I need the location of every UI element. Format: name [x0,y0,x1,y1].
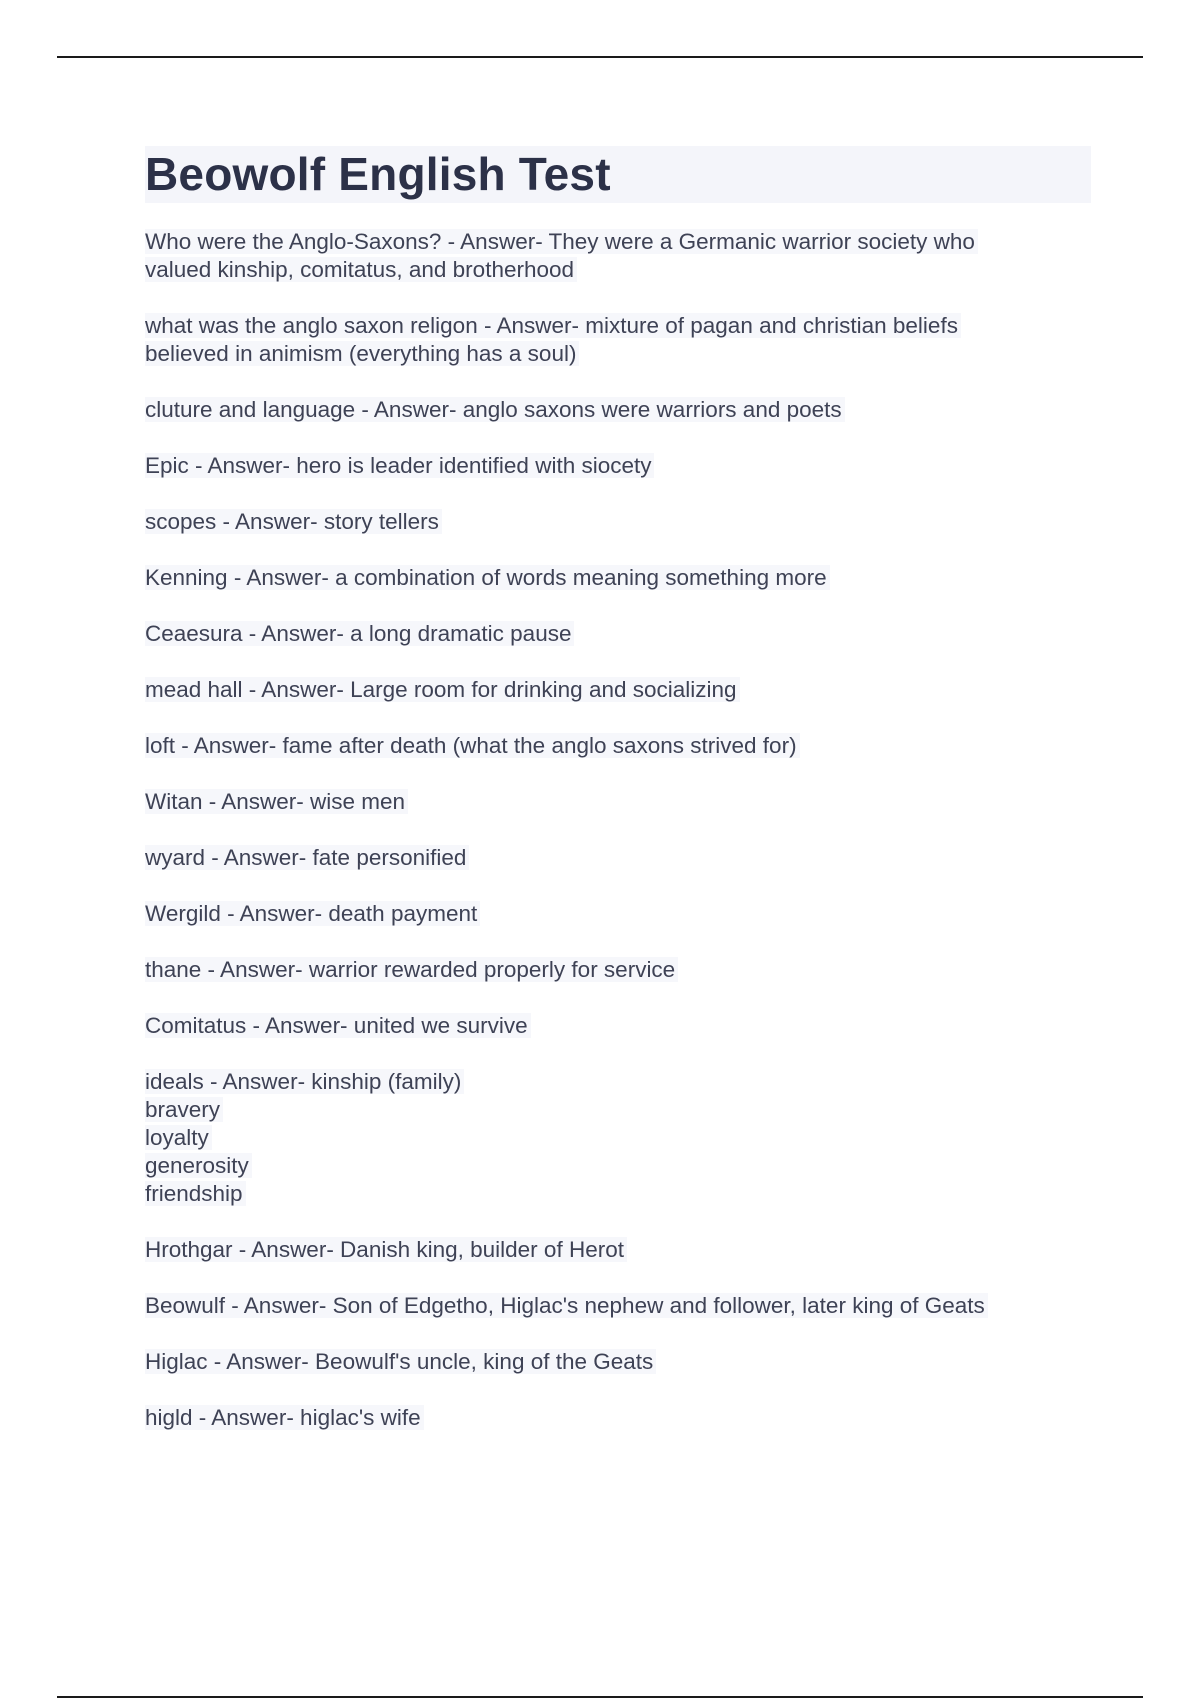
qa-line-row [145,788,1091,816]
qa-entry [145,732,1091,760]
qa-line-row [145,676,1091,704]
qa-line-row [145,844,1091,872]
qa-line-text: generosity [145,1153,252,1178]
document-body [145,146,1091,1460]
qa-line-row [145,620,1091,648]
qa-line-row [145,396,1091,424]
qa-line-row [145,508,1091,536]
qa-entry [145,1348,1091,1376]
qa-line-row [145,732,1091,760]
qa-line-row [145,1096,1091,1124]
qa-line-text: loyalty [145,1125,212,1150]
qa-line-text: Witan - Answer- wise men [145,789,408,814]
qa-line-text: wyard - Answer- fate personified [145,845,469,870]
qa-line-row [145,564,1091,592]
qa-entry [145,508,1091,536]
qa-line-row [145,228,1091,256]
qa-entry [145,676,1091,704]
qa-entry [145,844,1091,872]
qa-entry [145,228,1091,284]
qa-entry [145,1404,1091,1432]
qa-line-text: Beowulf - Answer- Son of Edgetho, Higlac's nephew and follower, later king of Geats [145,1293,988,1318]
qa-line-text: believed in animism (everything has a soul) [145,341,579,366]
qa-entry [145,1068,1091,1208]
qa-line-text: cluture and language - Answer- anglo saxons were warriors and poets [145,397,845,422]
qa-line-row [145,1236,1091,1264]
title-banner [145,146,1091,203]
qa-line-text: loft - Answer- fame after death (what the anglo saxons strived for) [145,733,800,758]
qa-entry [145,1292,1091,1320]
qa-line-text: Higlac - Answer- Beowulf's uncle, king of the Geats [145,1349,656,1374]
qa-line-row [145,312,1091,340]
qa-line-text: scopes - Answer- story tellers [145,509,442,534]
qa-entry [145,1236,1091,1264]
qa-line-row [145,1180,1091,1208]
qa-line-row [145,1152,1091,1180]
page-title: Beowolf English Test [145,148,611,200]
qa-line-row [145,1124,1091,1152]
qa-line-text: Epic - Answer- hero is leader identified with siocety [145,453,654,478]
qa-line-text: Kenning - Answer- a combination of words meaning something more [145,565,830,590]
qa-line-text: what was the anglo saxon religon - Answer- mixture of pagan and christian beliefs [145,313,961,338]
qa-entry [145,452,1091,480]
qa-line-row [145,1012,1091,1040]
qa-entry [145,564,1091,592]
qa-entry [145,900,1091,928]
qa-line-text: friendship [145,1181,246,1206]
qa-entry [145,312,1091,368]
qa-entry [145,956,1091,984]
qa-line-text: valued kinship, comitatus, and brotherhood [145,257,577,282]
qa-line-row [145,1292,1091,1320]
qa-line-row [145,900,1091,928]
qa-line-text: ideals - Answer- kinship (family) [145,1069,464,1094]
qa-line-text: thane - Answer- warrior rewarded properly for service [145,957,678,982]
qa-line-text: Ceaesura - Answer- a long dramatic pause [145,621,574,646]
qa-line-row [145,1068,1091,1096]
qa-line-text: Wergild - Answer- death payment [145,901,480,926]
bottom-rule [57,1696,1143,1698]
qa-line-text: higld - Answer- higlac's wife [145,1405,424,1430]
qa-entry [145,396,1091,424]
qa-line-row [145,340,1091,368]
qa-line-row [145,956,1091,984]
qa-line-text: mead hall - Answer- Large room for drinking and socializing [145,677,740,702]
qa-entry [145,620,1091,648]
qa-line-row [145,256,1091,284]
qa-entry [145,1012,1091,1040]
qa-line-row [145,1348,1091,1376]
qa-line-text: Comitatus - Answer- united we survive [145,1013,531,1038]
qa-list [145,228,1091,1432]
qa-line-text: Who were the Anglo-Saxons? - Answer- They were a Germanic warrior society who [145,229,978,254]
qa-entry [145,788,1091,816]
qa-line-text: bravery [145,1097,223,1122]
qa-line-text: Hrothgar - Answer- Danish king, builder of Herot [145,1237,627,1262]
qa-line-row [145,1404,1091,1432]
top-rule [57,56,1143,58]
qa-line-row [145,452,1091,480]
